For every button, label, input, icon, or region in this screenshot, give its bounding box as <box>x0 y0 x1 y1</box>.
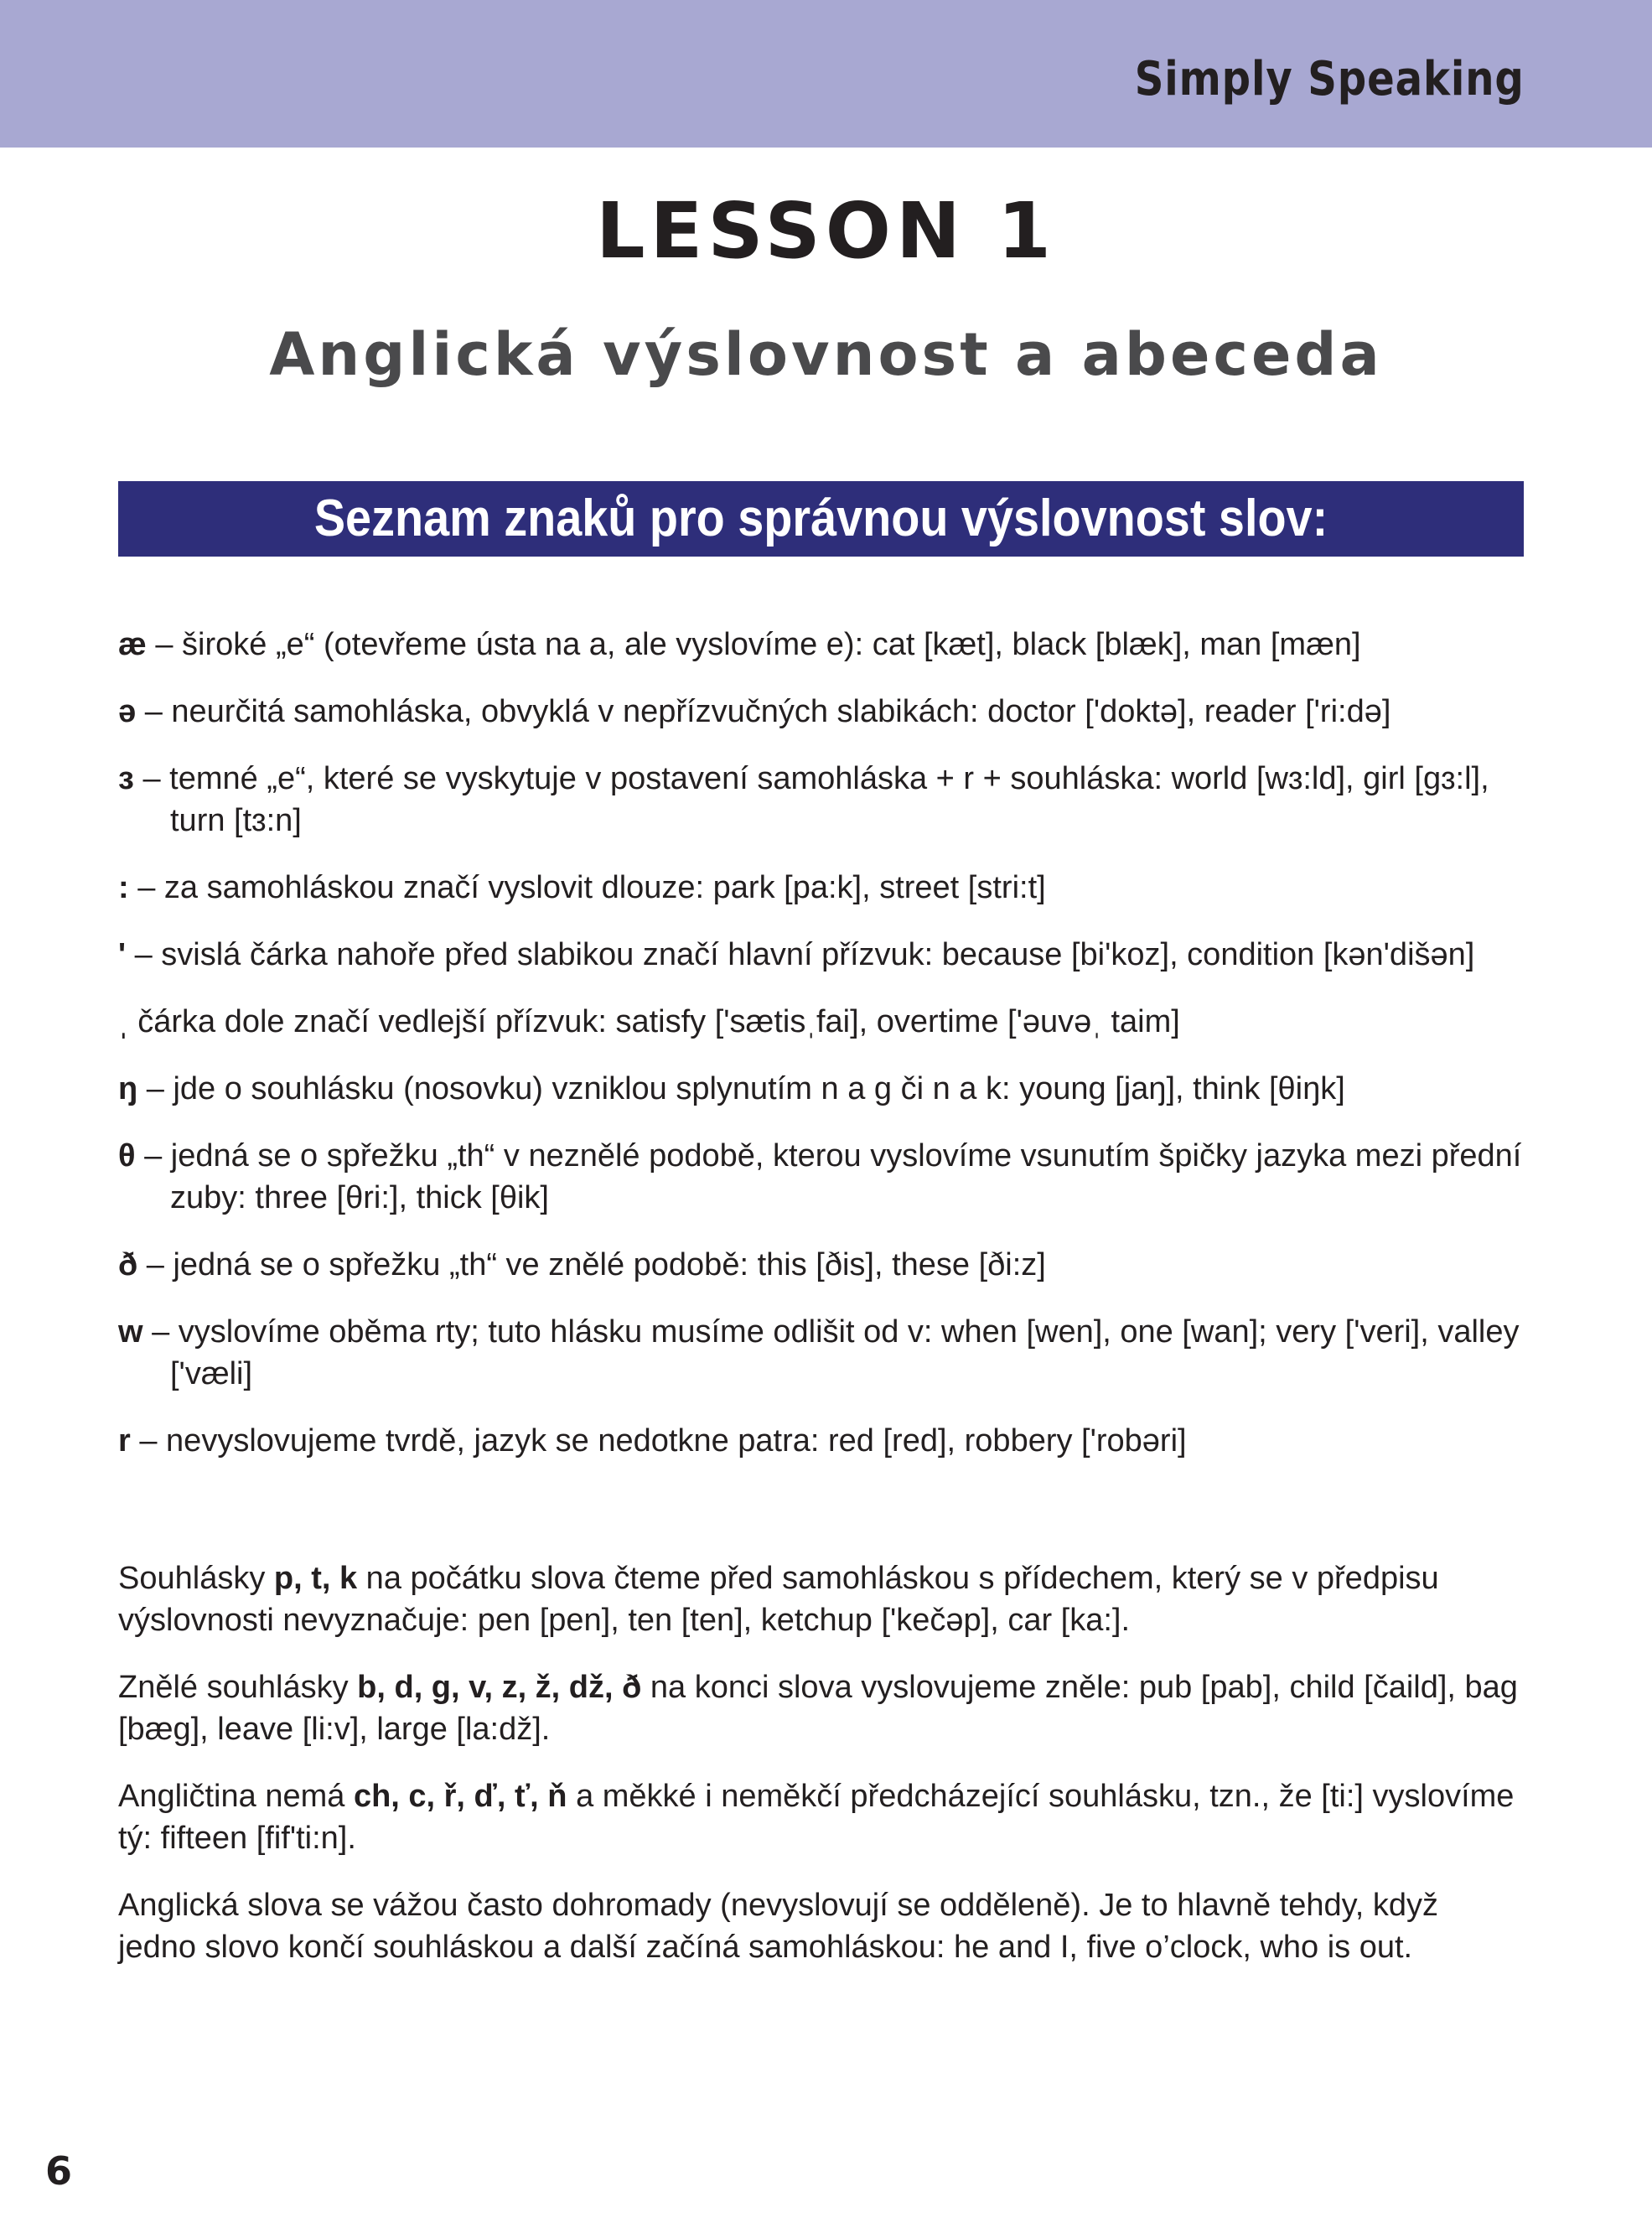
symbol-description: – široké „e“ (otevřeme ústa na a, ale vyslovíme e): cat [kæt], black [blæk], man [mæn] <box>146 627 1361 662</box>
section-heading: Seznam znaků pro správnou výslovnost slov: <box>313 490 1328 547</box>
symbol-entry <box>118 1068 1535 1110</box>
note-text: na konci slova vyslovujeme zněle: pub [pab], child [čaild], bag [bæg], leave [li:v], large [la:dž]. <box>118 1670 1518 1747</box>
symbol-description: – vyslovíme oběma rty; tuto hlásku musíme odlišit od v: when [wen], one [wan]; very ['veri], valley ['væli] <box>142 1314 1520 1391</box>
symbol: ɜ <box>118 761 134 796</box>
symbol-entry <box>118 1311 1535 1395</box>
note-text: Souhlásky <box>118 1561 274 1596</box>
symbol-entry <box>118 1135 1535 1219</box>
note-paragraph <box>118 1775 1524 1859</box>
symbol-description: – svislá čárka nahoře před slabikou značí hlavní přízvuk: because [bi'koz], condition [kən'dišən] <box>126 937 1475 972</box>
note-letters: p, t, k <box>273 1561 358 1596</box>
symbol: ˌ <box>118 1004 129 1039</box>
symbol-entry <box>118 1420 1535 1462</box>
symbol-description: – jedná se o spřežku „th“ ve znělé podobě: this [ðis], these [ði:z] <box>137 1247 1046 1282</box>
symbol-entry <box>118 758 1535 842</box>
symbol-entry <box>118 624 1535 666</box>
note-text: Angličtina nemá <box>118 1779 354 1814</box>
symbol: ə <box>118 694 137 729</box>
symbol-description: – neurčitá samohláska, obvyklá v nepřízvučných slabikách: doctor ['doktə], reader ['ri:də] <box>136 694 1391 729</box>
page-number: 6 <box>45 2148 73 2194</box>
symbol-entry <box>118 934 1535 976</box>
symbol: θ <box>118 1138 136 1174</box>
symbol: : <box>118 870 129 905</box>
note-letters: ch, c, ř, ď, ť, ň <box>353 1779 567 1814</box>
lesson-subtitle: Anglická výslovnost a abeceda <box>269 320 1383 389</box>
symbol: r <box>118 1423 131 1459</box>
symbol: æ <box>118 627 147 662</box>
series-brand: Simply Speaking <box>1134 52 1525 106</box>
symbol-description: – za samohláskou značí vyslovit dlouze: park [pa:k], street [stri:t] <box>128 870 1046 905</box>
note-text: Anglická slova se vážou často dohromady (nevyslovují se odděleně). Je to hlavně tehdy, když jedno slovo končí souhláskou a další začíná samohláskou: he and I, five o’clock, who is out. <box>118 1888 1439 1965</box>
note-paragraph <box>118 1557 1524 1641</box>
symbol-description: – temné „e“, které se vyskytuje v postavení samohláska + r + souhláska: world [wɜ:ld], girl [gɜ:l], turn [tɜ:n] <box>133 761 1489 838</box>
pronunciation-symbol-list <box>118 624 1535 1487</box>
note-text: Znělé souhlásky <box>118 1670 358 1705</box>
note-text: a měkké i neměkčí předcházející souhlásku, tzn., že [ti:] vyslovíme tý: fifteen [fif'ti:n]. <box>118 1779 1515 1856</box>
note-paragraph <box>118 1666 1524 1750</box>
symbol: w <box>118 1314 143 1350</box>
symbol-entry <box>118 867 1535 909</box>
note-paragraph <box>118 1884 1524 1968</box>
symbol-description: čárka dole značí vedlejší přízvuk: satisfy ['sætisˌfai], overtime ['əuvəˌ taim] <box>128 1004 1180 1039</box>
lesson-title: LESSON 1 <box>595 186 1057 276</box>
symbol-description: – jde o souhlásku (nosovku) vzniklou splynutím n a g či n a k: young [jaŋ], think [θiŋk] <box>137 1071 1345 1106</box>
symbol: ŋ <box>118 1071 138 1106</box>
symbol: ' <box>118 937 127 972</box>
symbol-description: – jedná se o spřežku „th“ v neznělé podobě, kterou vyslovíme vsunutím špičky jazyka mezi přední zuby: three [θri:], thick [θik] <box>135 1138 1522 1215</box>
symbol-entry <box>118 1001 1535 1043</box>
symbol: ð <box>118 1247 138 1282</box>
pronunciation-notes <box>118 1557 1524 1993</box>
note-letters: b, d, g, v, z, ž, dž, ð <box>357 1670 642 1705</box>
note-text: na počátku slova čteme před samohláskou s přídechem, který se v předpisu výslovnosti nevyznačuje: pen [pen], ten [ten], ketchup ['kečəp], car [ka:]. <box>118 1561 1439 1638</box>
symbol-entry <box>118 691 1535 733</box>
symbol-description: – nevyslovujeme tvrdě, jazyk se nedotkne patra: red [red], robbery ['robəri] <box>130 1423 1187 1459</box>
symbol-entry <box>118 1244 1535 1286</box>
